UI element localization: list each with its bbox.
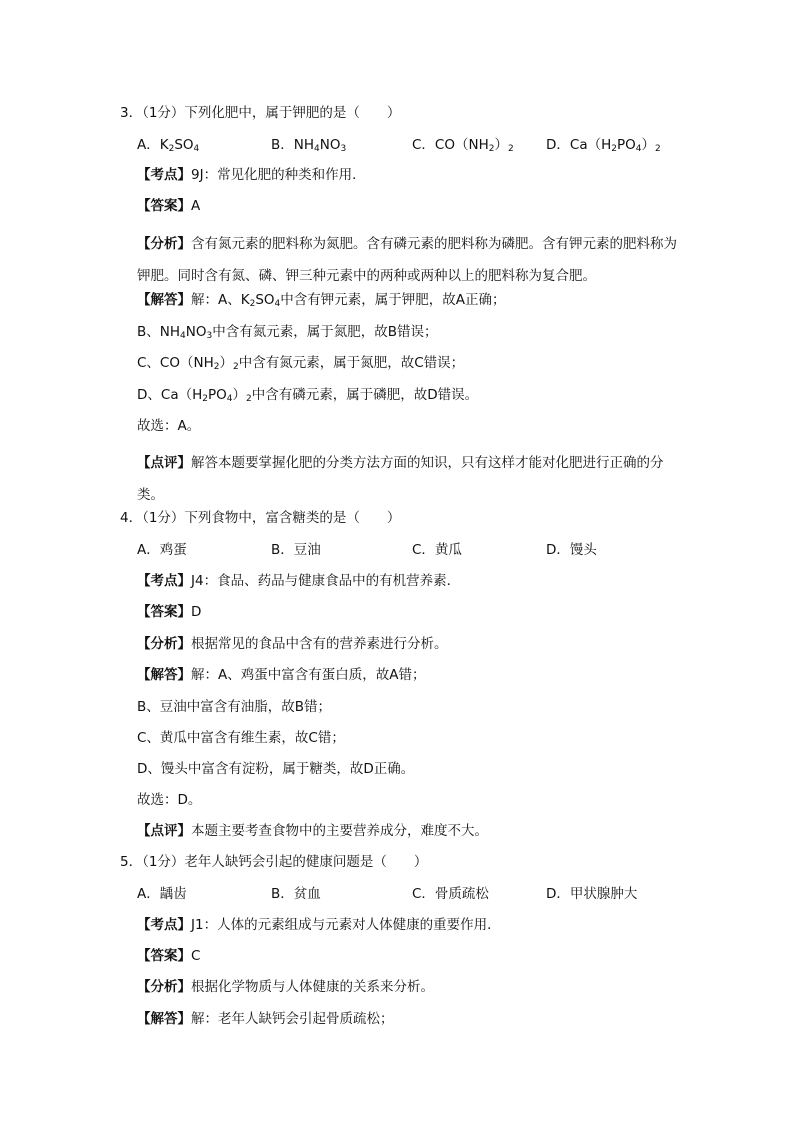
analysis-line: 【分析】根据化学物质与人体健康的关系来分析。 xyxy=(137,979,434,995)
option-d: D．馒头 xyxy=(546,542,597,558)
option-d: D．$Ca(H_2PO_4)_2$ xyxy=(546,137,661,154)
solution-line-1: 【解答】解：老年人缺钙会引起骨质疏松； xyxy=(137,1011,394,1027)
comment-line: 【点评】本题主要考查食物中的主要营养成分，难度不大。 xyxy=(137,823,488,839)
option-a: A．龋齿 xyxy=(137,886,187,902)
question-3-options xyxy=(137,135,697,155)
answer-line: 【答案】A xyxy=(137,198,201,214)
question-4-options xyxy=(137,540,697,560)
answer-line: 【答案】C xyxy=(137,948,201,964)
solution-line-3: C、黄瓜中富含有维生素，故C错； xyxy=(137,730,345,746)
option-a: A．鸡蛋 xyxy=(137,542,187,558)
question-3-stem: 3．（1分）下列化肥中，属于钾肥的是（ ） xyxy=(120,105,401,121)
option-b: B．豆油 xyxy=(271,542,321,558)
option-c: C．骨质疏松 xyxy=(412,886,489,902)
option-c: C．黄瓜 xyxy=(412,542,462,558)
analysis-block: 【分析】含有氮元素的肥料称为氮肥。含有磷元素的肥料称为磷肥。含有钾元素的肥料称为钾肥。同时含有氮、磷、钾三种元素中的两种或两种以上的肥料称为复合肥。 xyxy=(137,236,677,284)
solution-line-2: B、$NH_4NO_3$中含有氮元素，属于氮肥，故B错误； xyxy=(137,324,438,341)
solution-line-2: B、豆油中富含有油脂，故B错； xyxy=(137,699,332,715)
question-5-stem: 5．（1分）老年人缺钙会引起的健康问题是（ ） xyxy=(120,854,428,870)
option-b: B．贫血 xyxy=(271,886,321,902)
answer-line: 【答案】D xyxy=(137,604,202,620)
question-5-options xyxy=(137,884,697,904)
analysis-line: 【分析】根据常见的食品中含有的营养素进行分析。 xyxy=(137,636,448,652)
question-4-stem: 4．（1分）下列食物中，富含糖类的是（ ） xyxy=(120,510,401,526)
solution-line-1: 【解答】解：A、鸡蛋中富含有蛋白质，故A错； xyxy=(137,667,426,683)
kaodian-line: 【考点】J1：人体的元素组成与元素对人体健康的重要作用． xyxy=(137,917,501,933)
comment-block: 【点评】解答本题要掌握化肥的分类方法方面的知识，只有这样才能对化肥进行正确的分类。 xyxy=(137,455,664,503)
option-c: C．$CO(NH_2)_2$ xyxy=(412,137,514,154)
solution-line-1: 【解答】解：A、$K_2SO_4$中含有钾元素，属于钾肥，故A正确； xyxy=(137,292,506,309)
solution-line-4: D、馒头中富含有淀粉，属于糖类，故D正确。 xyxy=(137,761,415,777)
kaodian-line: 【考点】9J：常见化肥的种类和作用． xyxy=(137,167,366,183)
solution-line-5: 故选：A。 xyxy=(137,418,201,434)
kaodian-line: 【考点】J4：食品、药品与健康食品中的有机营养素． xyxy=(137,573,461,589)
option-b: B．$NH_4NO_3$ xyxy=(271,137,347,154)
option-a: A．$K_2SO_4$ xyxy=(137,137,200,154)
solution-line-5: 故选：D。 xyxy=(137,792,202,808)
option-d: D．甲状腺肿大 xyxy=(546,886,638,902)
solution-line-4: D、$Ca(H_2PO_4)_2$中含有磷元素，属于磷肥，故D错误。 xyxy=(137,387,479,404)
solution-line-3: C、$CO(NH_2)_2$中含有氮元素，属于氮肥，故C错误； xyxy=(137,355,465,372)
